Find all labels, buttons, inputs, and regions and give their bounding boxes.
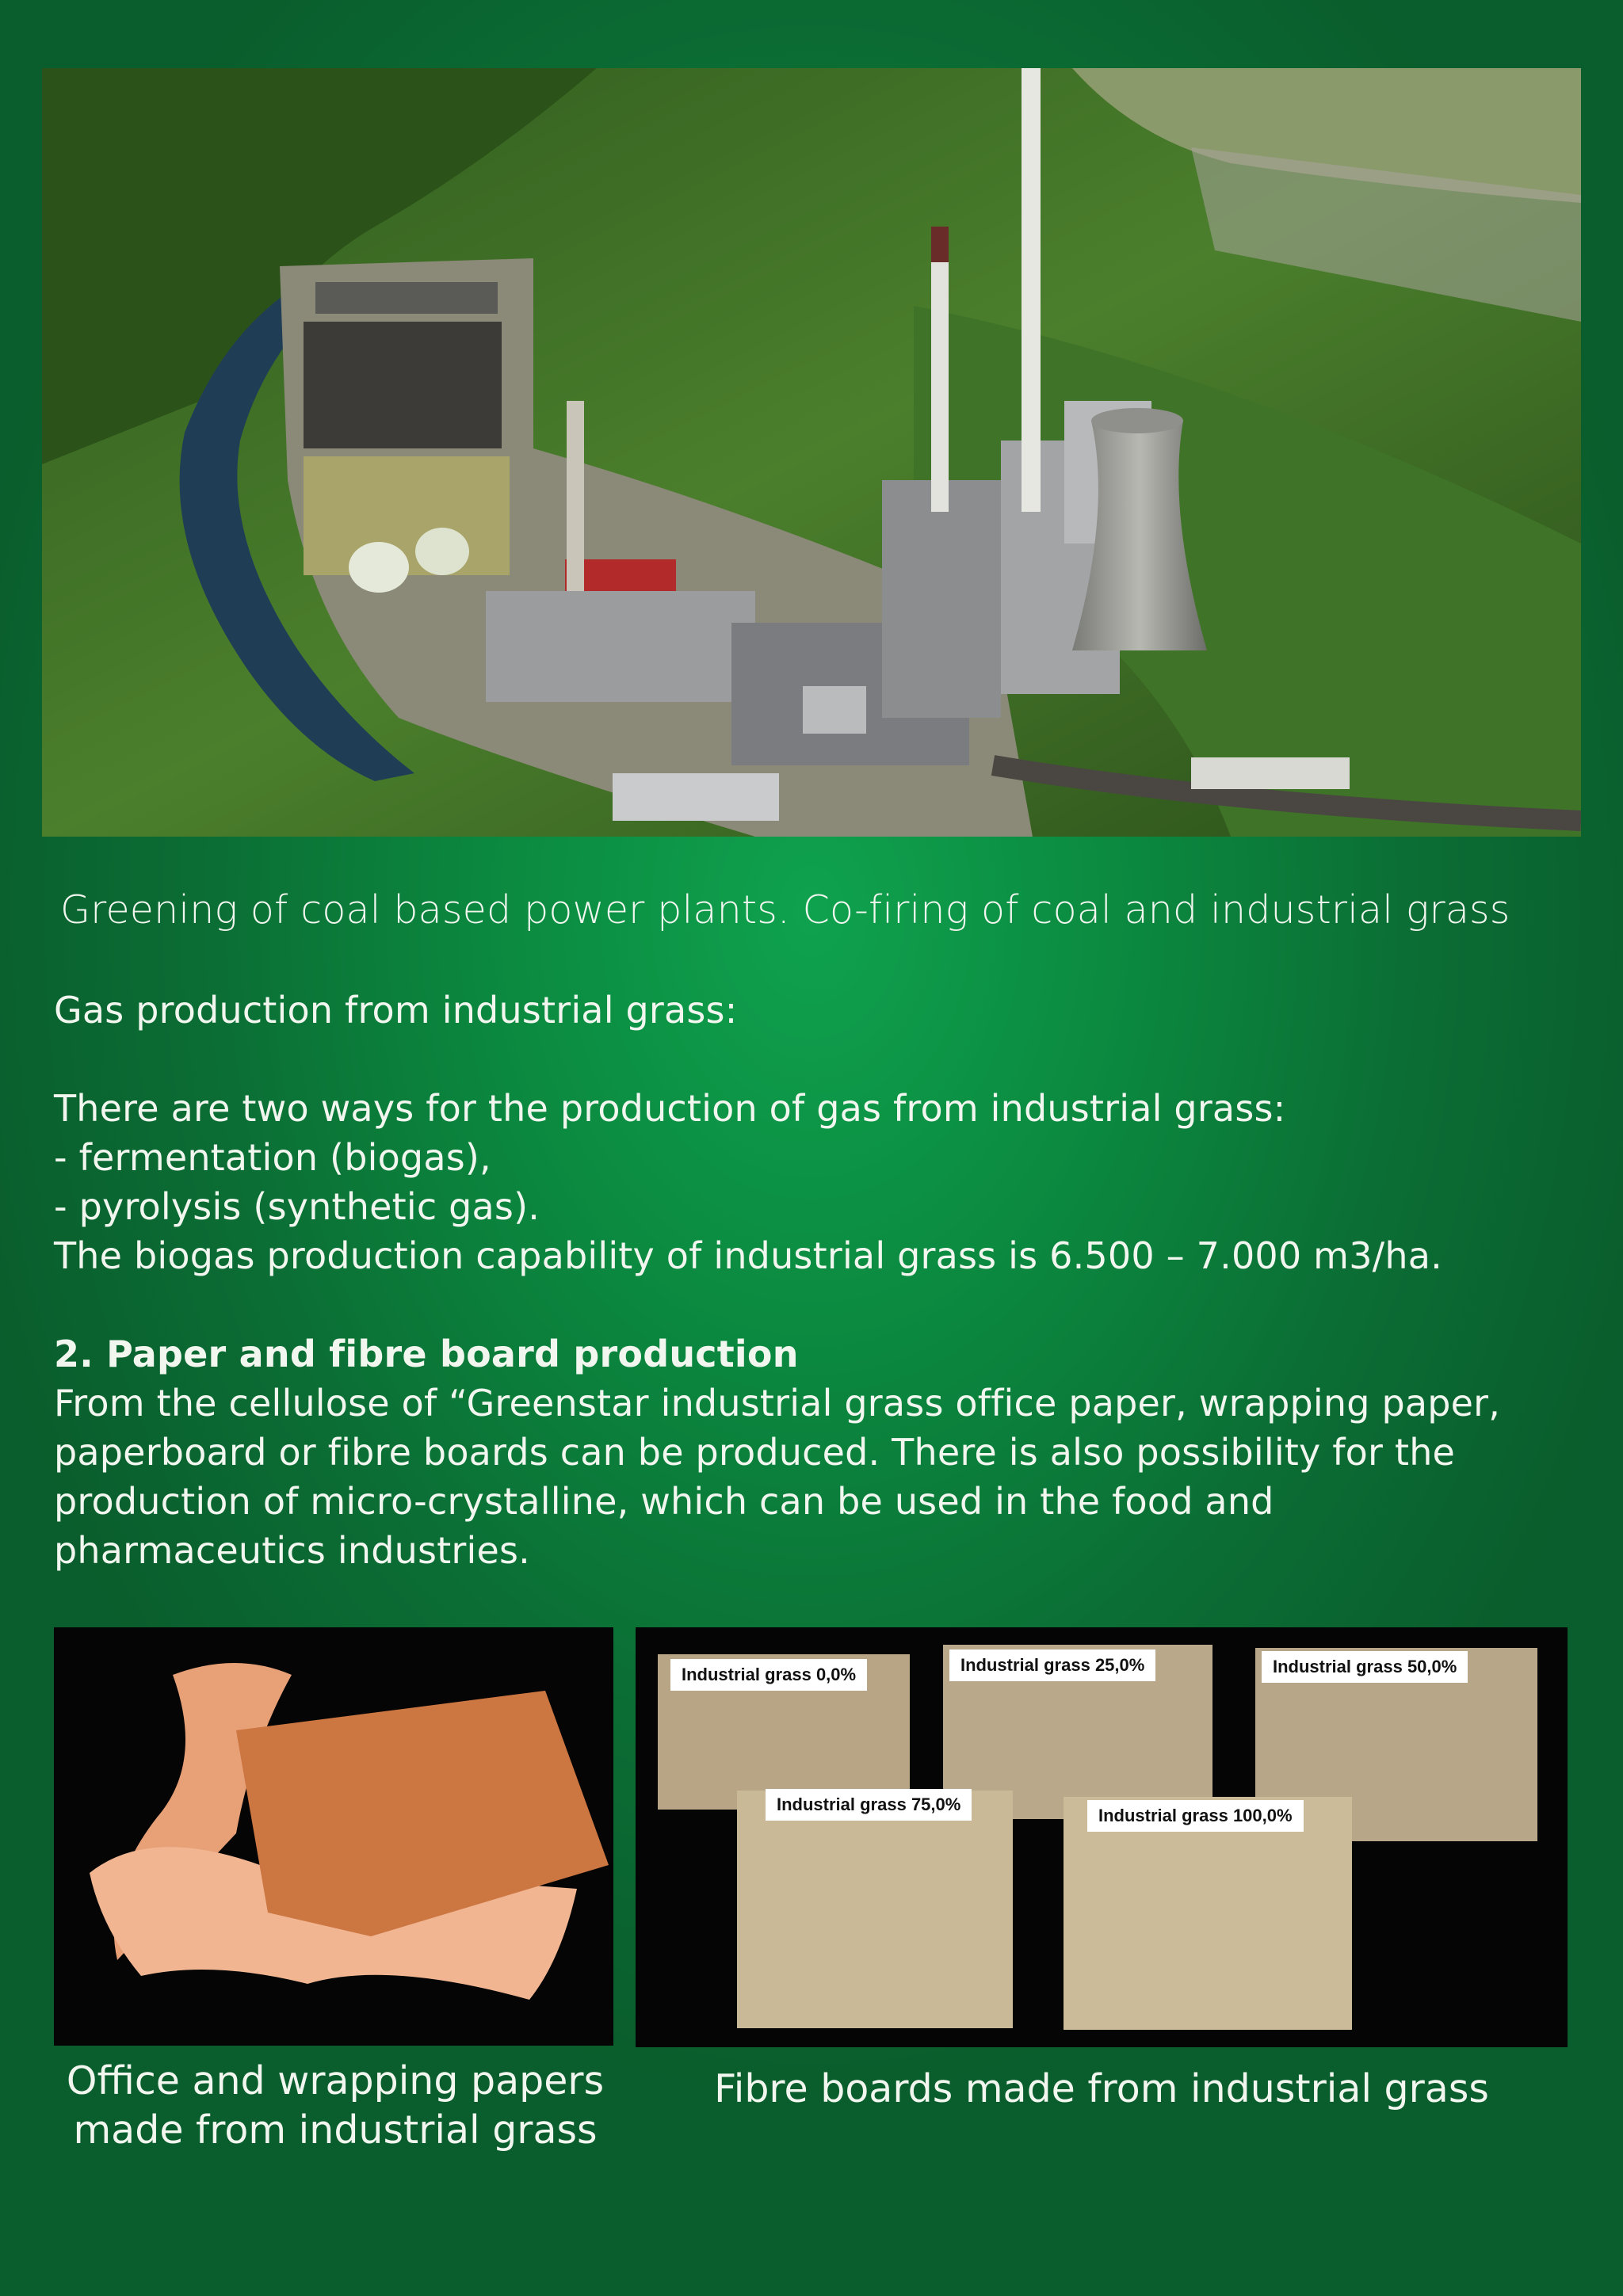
gas-title: Gas production from industrial grass: [54, 989, 738, 1032]
paper-photo [54, 1627, 613, 2046]
gas-way-pyrolysis: - pyrolysis (synthetic gas). [54, 1185, 540, 1228]
caption-papers-line-1: Office and wrapping papers [66, 2058, 605, 2103]
board-label-50: Industrial grass 50,0% [1262, 1651, 1468, 1683]
board-label-100: Industrial grass 100,0% [1087, 1800, 1304, 1832]
gas-capability: The biogas production capability of industrial grass is 6.500 – 7.000 m3/ha. [54, 1234, 1442, 1277]
paper-line-4: pharmaceutics industries. [54, 1529, 530, 1572]
board-label-25: Industrial grass 25,0% [949, 1650, 1155, 1681]
body-text [54, 986, 1607, 1575]
caption-power-plant: Greening of coal based power plants. Co-firing of coal and industrial grass [60, 887, 1510, 933]
caption-papers-line-2: made from industrial grass [73, 2107, 598, 2153]
gas-way-fermentation: - fermentation (biogas), [54, 1136, 491, 1179]
paper-line-3: production of micro-crystalline, which can be used in the food and [54, 1480, 1274, 1523]
paper-line-1: From the cellulose of “Greenstar industrial grass office paper, wrapping paper, [54, 1382, 1501, 1425]
fibre-boards-photo [636, 1627, 1568, 2047]
power-plant-photo [42, 68, 1581, 837]
board-label-75: Industrial grass 75,0% [766, 1789, 972, 1821]
gas-intro: There are two ways for the production of gas from industrial grass: [54, 1087, 1286, 1130]
caption-papers [32, 2057, 639, 2155]
board-label-0: Industrial grass 0,0% [670, 1659, 867, 1691]
caption-boards: Fibre boards made from industrial grass [714, 2066, 1489, 2111]
paper-line-2: paperboard or fibre boards can be produced. There is also possibility for the [54, 1431, 1456, 1474]
paper-heading: 2. Paper and fibre board production [54, 1333, 799, 1375]
